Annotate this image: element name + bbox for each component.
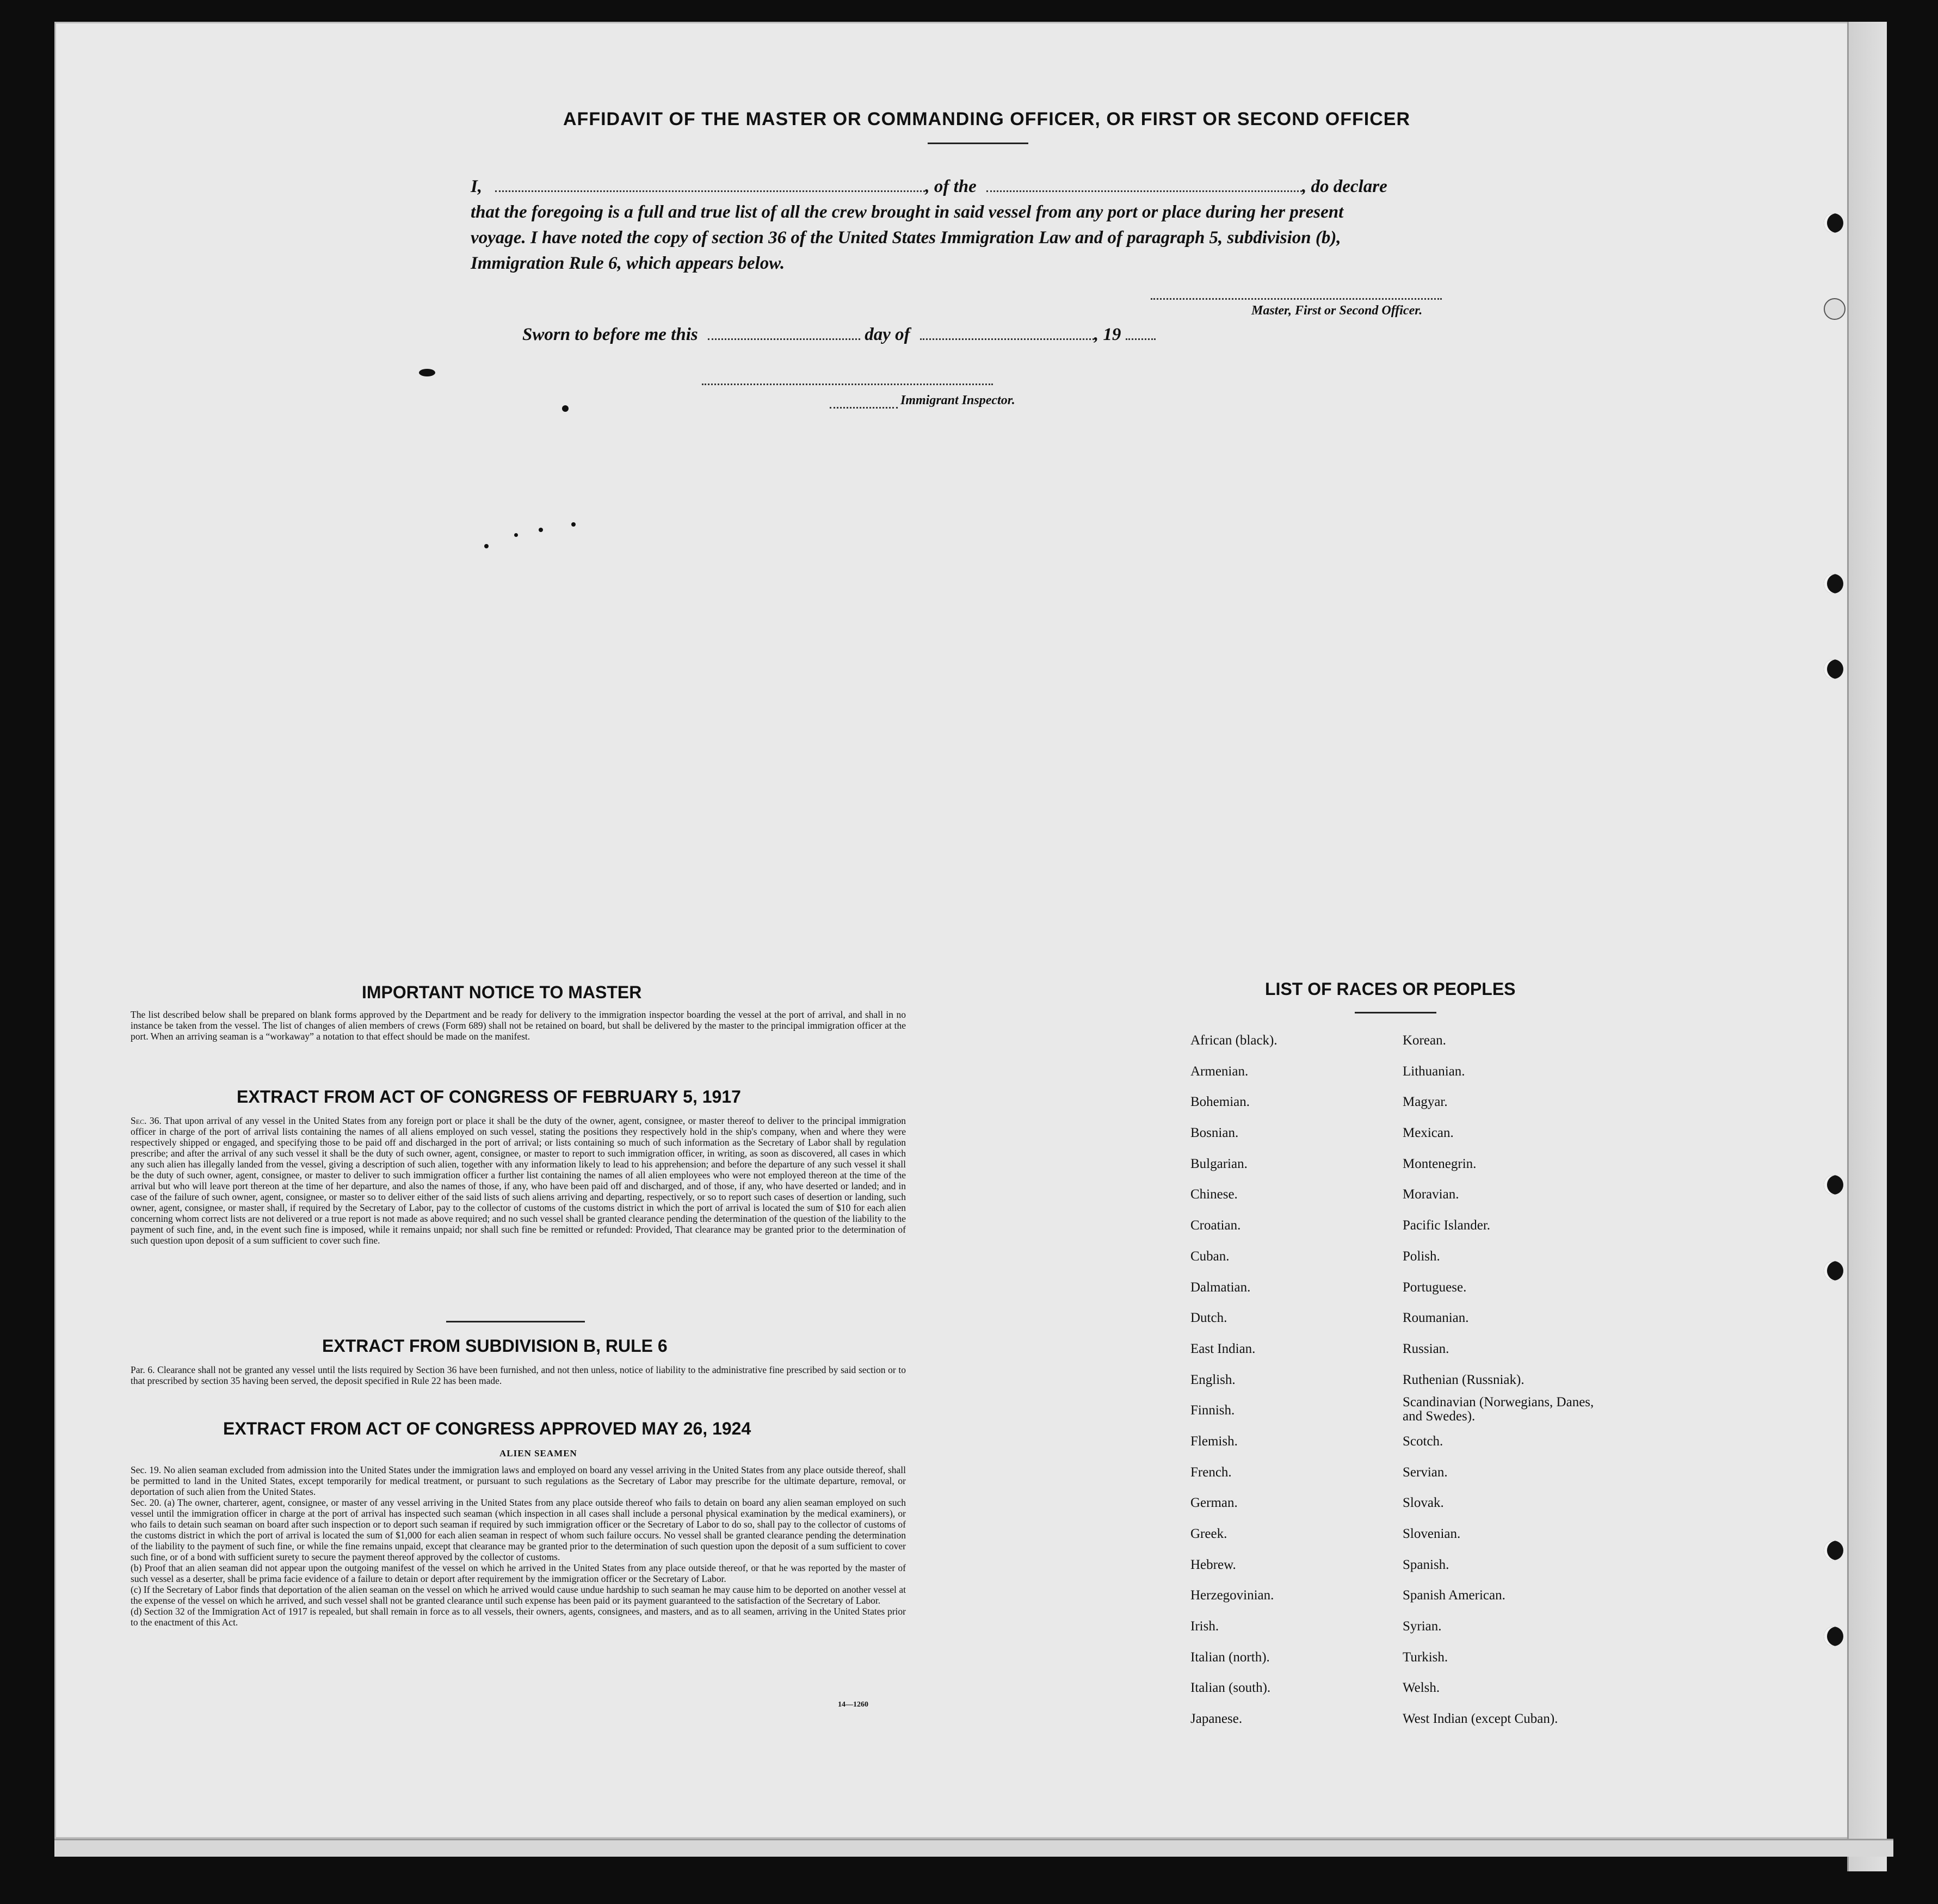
race-item: Korean. — [1403, 1033, 1446, 1048]
ink-speck — [571, 522, 576, 527]
section-20c-text: (c) If the Secretary of Labor finds that deportation of the alien seaman on the vessel on which he arrived would cause undue hardship to such seaman he may cause him to be deported on another vessel at the expense of the vessel on which he arrived, and such vessel shall not be granted clearance until such expense has been paid or its payment guaranteed to the satisfaction of the Secretary of Labor. — [131, 1584, 906, 1606]
race-item: Cuban. — [1190, 1248, 1230, 1264]
race-item: Irish. — [1190, 1619, 1219, 1634]
inspector-signature-blank[interactable] — [702, 379, 993, 385]
sworn-text: Sworn to before me this — [522, 325, 698, 344]
race-item: Bulgarian. — [1190, 1156, 1248, 1171]
punch-hole-icon — [1824, 213, 1843, 233]
name-blank[interactable] — [495, 186, 925, 192]
inspector-signature-blank-2[interactable] — [830, 403, 898, 409]
race-item: Polish. — [1403, 1248, 1440, 1264]
sworn-year-blank[interactable] — [1126, 334, 1156, 340]
officer-label: Master, First or Second Officer. — [1251, 304, 1423, 318]
races-title-underline — [1355, 1012, 1436, 1013]
ink-speck — [514, 533, 518, 537]
race-item: Spanish American. — [1403, 1588, 1505, 1603]
race-item: Armenian. — [1190, 1064, 1249, 1079]
race-item: English. — [1190, 1372, 1236, 1387]
race-item: Welsh. — [1403, 1680, 1440, 1696]
notice-body: The list described below shall be prepared on blank forms approved by the Department and be ready for delivery to the immigration inspector boarding the vessel at the port of arrival, and shall in no instance be taken from the vessel. The list of changes of alien members of crews (Form 689) shall not be retained on board, but shall be delivered by the master to the principal immigration officer at the port. When an arriving seaman is a “workaway” a notation to that effect should be made on the manifest. — [131, 1009, 906, 1042]
race-item: Portuguese. — [1403, 1279, 1467, 1295]
affidavit-of-the: , of the — [925, 177, 977, 196]
section-36-text: That upon arrival of any vessel in the United States from any foreign port or place it shall be the duty of the owner, agent, consignee, or master thereof to deliver to the principal immigration officer in charge of the port of arrival lists containing the names of all aliens employed on such vessel, stating the positions they respectively hold in the ship's company, when and where they were respectively shipped or engaged, and specifying those to be paid off and discharged in the port of arrival; or lists containing so much of such information as the Secretary of Labor shall by regulation prescribe; and after the arrival of any such vessel it shall be the duty of such owner, agent, consignee, or master to report to such immigration officer, in writing, as soon as discovered, all cases in which any such alien has illegally landed from the vessel, giving a description of such alien, together with any information likely to lead to his apprehension; and before the departure of any such vessel it shall be the duty of such owner, agent, consignee, or master to deliver to such immigration officer a further list containing the names of all alien employees who were not employed thereon at the time of the arrival but who will leave port thereon at the time of her departure, and also the names of those, if any, who have been paid off and discharged, and of those, if any, who have deserted or landed; and in case of the failure of such owner, agent, consignee, or master so to deliver either of the said lists of such aliens arriving and departing, respectively, or so to report such cases of desertion or landing, such owner, agent, consignee, or master shall, if required by the Secretary of Labor, pay to the collector of customs of the customs district in which the port of arrival is located the sum of $10 for each alien concerning whom correct lists are not delivered or a true report is not made as above required; and no such vessel shall be granted clearance pending the determination of the question of the liability to the payment of such fine, and, in the event such fine is imposed, while it remains unpaid; nor shall such fine be remitted or refunded: Provided, That clearance may be granted prior to the determination of such question upon deposit of a sum sufficient to cover such fine. — [131, 1115, 906, 1246]
races-right-column — [1403, 1025, 1598, 1735]
race-item: Scotch. — [1403, 1433, 1443, 1449]
race-item: East Indian. — [1190, 1341, 1256, 1356]
section-20a-text: Sec. 20. (a) The owner, charterer, agent, consignee, or master of any vessel arriving in the United States from any place outside thereof who fails to detain on board any alien seaman employed on such vessel until the immigration officer in charge at the port of arrival has inspected such seaman (which inspection in all cases shall include a personal physical examination by the medical examiners), or who fails to detain such seaman on board after such inspection or to deport such seaman if required by such immigration officer or the Secretary of Labor to do so, shall pay to the collector of customs of the customs district in which the port of arrival is located the sum of $1,000 for each alien seaman in respect of whom such failure occurs. No vessel shall be granted clearance pending the determination of the liability to the payment of such fine, or while the fine remains unpaid, except that clearance may be granted prior to the determination of such question upon the deposit of a sum sufficient to cover such fine, or of a bond with sufficient surety to secure the payment thereof approved by the collector of customs. — [131, 1497, 906, 1562]
race-item: Montenegrin. — [1403, 1156, 1477, 1171]
race-item: French. — [1190, 1464, 1232, 1480]
affidavit-body — [471, 174, 1493, 276]
punch-hole-icon — [1824, 1175, 1843, 1195]
race-item: Slovenian. — [1403, 1526, 1461, 1541]
officer-signature-blank[interactable] — [1151, 294, 1442, 300]
affidavit-i: I, — [471, 177, 483, 196]
affidavit-line-1 — [471, 174, 1493, 200]
ink-speck — [562, 405, 569, 412]
races-title: LIST OF RACES OR PEOPLES — [1265, 979, 1516, 999]
race-item: Russian. — [1403, 1341, 1449, 1356]
section-20b-text: (b) Proof that an alien seaman did not appear upon the outgoing manifest of the vessel on which he arrived in the United States from any place outside thereof, or that he was reported by the master of such vessel as a deserter, shall be prima facie evidence of a failure to detain or deport after requirement by the immigration officer or the Secretary of Labor. — [131, 1562, 906, 1584]
race-item: Magyar. — [1403, 1095, 1448, 1110]
affidavit-line-3: voyage. I have noted the copy of section 36 of the United States Immigration Law and of paragraph 5, subdivision (b), — [471, 228, 1341, 248]
year-prefix: , 19 — [1094, 325, 1121, 344]
race-item: West Indian (except Cuban). — [1403, 1711, 1558, 1727]
extract-1917-heading: EXTRACT FROM ACT OF CONGRESS OF FEBRUARY 5, 1917 — [237, 1087, 741, 1106]
notice-heading: IMPORTANT NOTICE TO MASTER — [362, 982, 642, 1002]
race-item: Finnish. — [1190, 1403, 1235, 1418]
race-item: Dalmatian. — [1190, 1279, 1251, 1295]
race-item: Pacific Islander. — [1403, 1218, 1491, 1233]
race-item: Servian. — [1403, 1464, 1448, 1480]
alien-seamen-heading: ALIEN SEAMEN — [499, 1448, 577, 1458]
sworn-day-blank[interactable] — [708, 334, 860, 340]
race-item: Syrian. — [1403, 1619, 1442, 1634]
race-item: Greek. — [1190, 1526, 1227, 1541]
race-item: Moravian. — [1403, 1187, 1459, 1202]
race-item: Scandinavian (Norwegians, Danes, and Swedes). — [1403, 1395, 1594, 1424]
ink-speck — [419, 369, 435, 376]
race-item: Italian (south). — [1190, 1680, 1271, 1696]
race-item: Roumanian. — [1403, 1310, 1469, 1326]
title-underline — [928, 143, 1028, 144]
race-item: Flemish. — [1190, 1433, 1238, 1449]
punch-hole-icon — [1824, 574, 1843, 594]
race-item: Chinese. — [1190, 1187, 1238, 1202]
extract-1917-body — [131, 1115, 906, 1246]
sworn-line — [522, 322, 1230, 348]
punch-hole-icon — [1824, 1627, 1843, 1646]
form-number: 14—1260 — [838, 1701, 868, 1709]
affidavit-line-2: that the foregoing is a full and true list of all the crew brought in said vessel from any port or place during her present — [471, 202, 1344, 222]
race-item: Lithuanian. — [1403, 1064, 1465, 1079]
section-label: Sec. 36. — [131, 1115, 162, 1126]
punch-hole-icon — [1824, 298, 1846, 320]
rule-6-heading: EXTRACT FROM SUBDIVISION B, RULE 6 — [322, 1336, 668, 1356]
section-divider — [446, 1321, 585, 1322]
races-left-column — [1190, 1025, 1277, 1735]
ink-speck — [484, 544, 489, 548]
race-item: Turkish. — [1403, 1649, 1448, 1665]
punch-hole-icon — [1824, 1541, 1843, 1560]
race-item: Herzegovinian. — [1190, 1588, 1274, 1603]
day-of-text: day of — [865, 325, 910, 344]
extract-1924-heading: EXTRACT FROM ACT OF CONGRESS APPROVED MAY 26, 1924 — [223, 1419, 751, 1438]
ink-speck — [539, 528, 543, 532]
extract-1924-body — [131, 1464, 906, 1628]
race-item: Ruthenian (Russniak). — [1403, 1372, 1525, 1387]
race-item: Japanese. — [1190, 1711, 1243, 1727]
affidavit-declare: , do declare — [1302, 177, 1387, 196]
race-item: Italian (north). — [1190, 1649, 1270, 1665]
race-item: Mexican. — [1403, 1126, 1454, 1141]
rule-6-body: Par. 6. Clearance shall not be granted any vessel until the lists required by Section 36 have been furnished, and not then unless, notice of liability to the administrative fine prescribed by said section or to that prescribed by section 35 having been served, the deposit specified in Rule 22 has been made. — [131, 1364, 906, 1386]
race-item: Dutch. — [1190, 1310, 1227, 1326]
page-bottom-edge — [54, 1839, 1893, 1857]
race-item: German. — [1190, 1495, 1238, 1511]
race-item: African (black). — [1190, 1033, 1277, 1048]
race-item: Bosnian. — [1190, 1126, 1239, 1141]
section-20d-text: (d) Section 32 of the Immigration Act of 1917 is repealed, but shall remain in force as to all vessels, their owners, agents, consignees, and masters, and as to all seamen, arriving in the United States prior to the enactment of this Act. — [131, 1606, 906, 1628]
race-item: Bohemian. — [1190, 1095, 1250, 1110]
next-page-edge — [1847, 22, 1887, 1871]
affidavit-line-4: Immigration Rule 6, which appears below. — [471, 254, 785, 273]
race-item: Croatian. — [1190, 1218, 1241, 1233]
sworn-month-blank[interactable] — [920, 334, 1094, 340]
race-item: Hebrew. — [1190, 1557, 1236, 1572]
punch-hole-icon — [1824, 1261, 1843, 1281]
affidavit-title: AFFIDAVIT OF THE MASTER OR COMMANDING OFFICER, OR FIRST OR SECOND OFFICER — [563, 109, 1410, 129]
punch-hole-icon — [1824, 659, 1843, 679]
race-item: Spanish. — [1403, 1557, 1449, 1572]
section-19-text: Sec. 19. No alien seaman excluded from admission into the United States under the immigration laws and employed on board any vessel arriving in the United States from any place outside thereof, shall be permitted to land in the United States, except temporarily for medical treatment, or pursuant to such regulations as the Secretary of Labor may prescribe for the ultimate departure, removal, or deportation of such alien from the United States. — [131, 1464, 906, 1497]
race-item: Slovak. — [1403, 1495, 1444, 1511]
inspector-label: Immigrant Inspector. — [900, 393, 1015, 407]
vessel-blank[interactable] — [986, 186, 1302, 192]
